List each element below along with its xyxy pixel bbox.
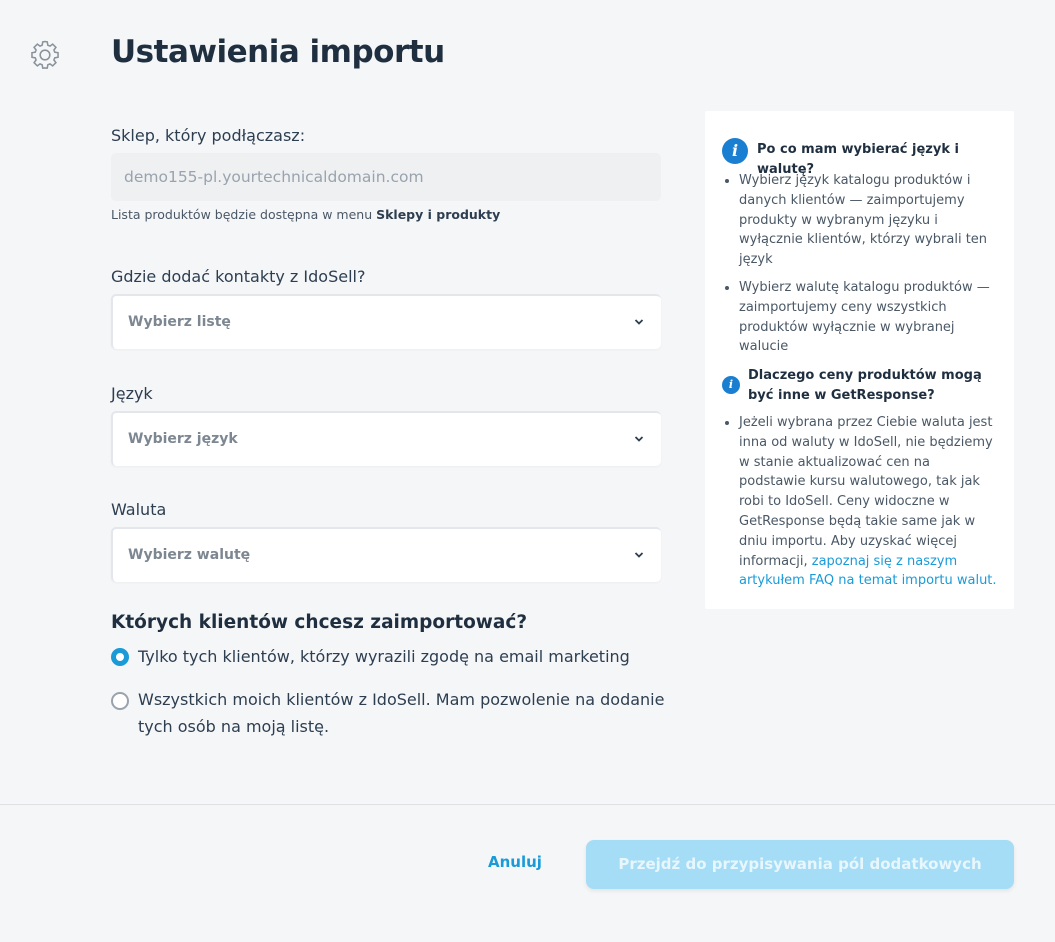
radio-button-unselected[interactable] (111, 692, 129, 710)
info-panel (705, 111, 1014, 609)
contacts-label: Gdzie dodać kontakty z IdoSell? (111, 267, 366, 286)
shop-hint (111, 207, 500, 222)
info-bullet-currency: Wybierz walutę katalogu produktów — zaimportujemy ceny wszystkich produktów wyłącznie w wybranej walucie (723, 278, 998, 357)
contact-list-placeholder: Wybierz listę (128, 314, 231, 330)
faq-link[interactable]: zapoznaj się z naszym artykułem FAQ na temat importu walut. (739, 553, 997, 589)
contact-list-select[interactable] (111, 294, 661, 349)
shop-field: demo155-pl.yourtechnicaldomain.com (111, 153, 661, 201)
info-icon: i (722, 376, 740, 394)
language-placeholder: Wybierz język (128, 431, 238, 447)
language-select[interactable] (111, 411, 661, 466)
page-title: Ustawienia importu (111, 34, 445, 70)
info-bullet-prices-text: Jeżeli wybrana przez Ciebie waluta jest inna od waluty w IdoSell, nie będziemy w stanie aktualizować cen na podstawie kursu walutowego, tak jak robi to IdoSell. Ceny widoczne w GetResponse będą takie same jak w dniu importu. Aby uzyskać więcej informacji, (739, 415, 993, 569)
shop-hint-menu-name: Sklepy i produkty (376, 207, 501, 222)
gear-icon[interactable] (28, 38, 62, 72)
radio-consented-label: Tylko tych klientów, którzy wyrazili zgodę na email marketing (138, 647, 630, 666)
next-step-button[interactable]: Przejdź do przypisywania pól dodatkowych (586, 840, 1014, 889)
currency-select[interactable] (111, 527, 661, 582)
footer-divider (0, 804, 1055, 805)
cancel-button[interactable]: Anuluj (488, 853, 542, 871)
info-heading-prices: Dlaczego ceny produktów mogą być inne w GetResponse? (748, 368, 982, 403)
currency-label: Waluta (111, 500, 167, 519)
info-icon: i (722, 138, 748, 164)
info-bullet-prices (723, 413, 998, 591)
chevron-down-icon (634, 434, 644, 444)
radio-all-label: Wszystkich moich klientów z IdoSell. Mam pozwolenie na dodanie tych osób na moją listę. (138, 690, 665, 736)
currency-placeholder: Wybierz walutę (128, 547, 251, 563)
clients-section-title: Których klientów chcesz zaimportować? (111, 612, 528, 633)
chevron-down-icon (634, 550, 644, 560)
shop-label: Sklep, który podłączasz: (111, 126, 306, 145)
radio-button-selected[interactable] (111, 648, 129, 666)
language-label: Język (111, 384, 153, 403)
chevron-down-icon (634, 317, 644, 327)
shop-hint-text: Lista produktów będzie dostępna w menu (111, 207, 377, 222)
info-bullet-language: Wybierz język katalogu produktów i danych klientów — zaimportujemy produkty w wybranym języku i wyłącznie klientów, którzy wybrali ten język (723, 171, 998, 270)
info-heading-language-currency: Po co mam wybierać język i walutę? (757, 142, 959, 177)
